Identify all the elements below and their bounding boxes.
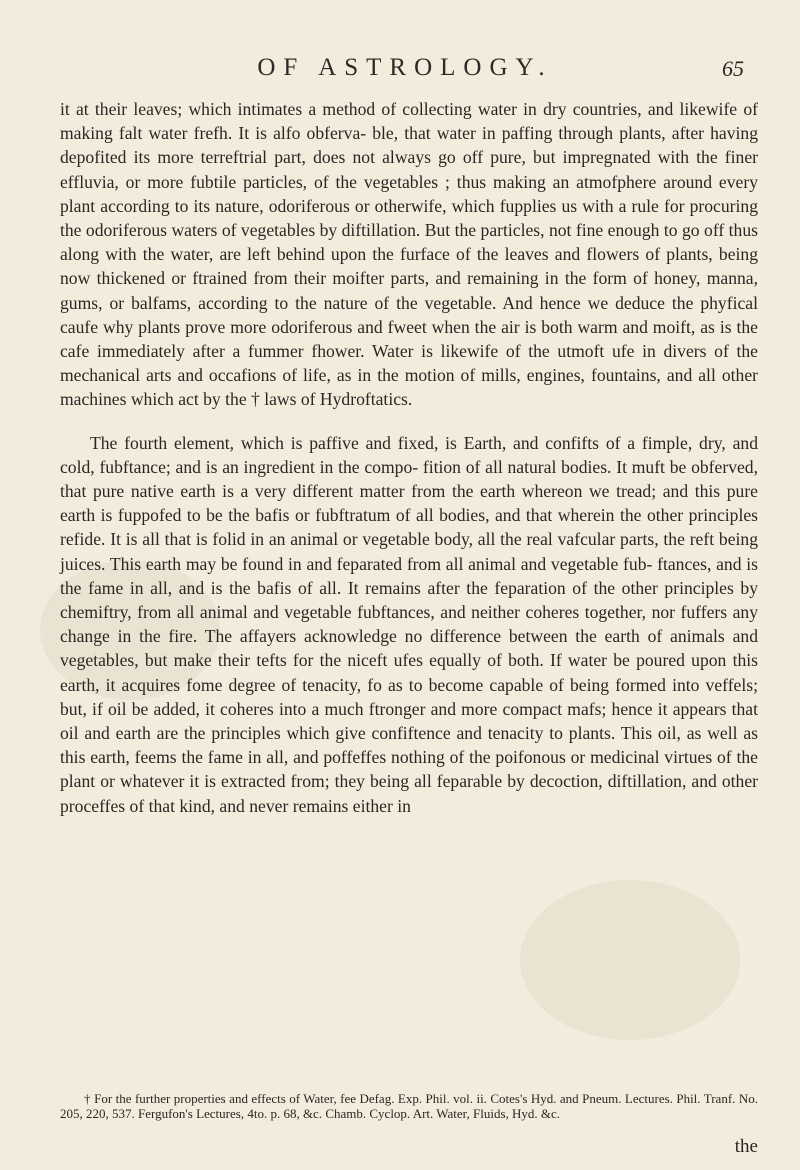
footnote: † For the further properties and effects of Water, fee Defag. Exp. Phil. vol. ii. Cotes's Hyd. and Pneum. Lectures. Phil. Tranf. No. 205, 220, 537. Fergufon's Lectures, 4to. p. 68, &c. Chamb. Cyclop. Art. Water, Fluids, Hyd. &c.: [60, 1091, 758, 1121]
body-text: [60, 97, 758, 818]
page-number: 65: [722, 56, 744, 81]
catchword: the: [734, 1136, 758, 1157]
paragraph-water: it at their leaves; which intimates a method of collecting water in dry countries, and likewife of making falt water frefh. It is alfo obferva- ble, that water in paffing through plants, after having depofited its more terreftrial part, does not always go off pure, but impregnated with the finer effluvia, or more fubtile particles, of the vegetables ; thus making an atmofphere around every plant according to its nature, odoriferous or otherwife, which fupplies us with a rule for procuring the odoriferous waters of vegetables by diftillation. But the particles, not fine enough to go off thus along with the water, are left behind upon the furface of the leaves and flowers of plants, being now thickened or ftrained from their moifter parts, and remaining in the form of honey, manna, gums, or balfams, according to the nature of the vegetable. And hence we deduce the phyfical caufe why plants prove more odoriferous and fweet when the air is both warm and moift, as is the cafe immediately after a fummer fhower. Water is likewife of the utmoft ufe in divers of the mechanical arts and occafions of life, as in the motion of mills, engines, fountains, and all other machines which act by the † laws of Hydroftatics.: [60, 99, 758, 410]
paper-stain: [520, 880, 740, 1040]
running-head: OF ASTROLOGY.: [257, 54, 553, 81]
paragraph-earth: The fourth element, which is paffive and fixed, is Earth, and confifts of a fimple, dry, and cold, fubftance; and is an ingredient in the compo- fition of all natural bodies. It muft be obferved, that pure native earth is a very different matter from the earth whereon we tread; and this pure earth is fuppofed to be the bafis or fubftratum of all bodies, and that wherein the other principles refide. It is all that is folid in an animal or vegetable body, all the real vafcular parts, the reft being juices. This earth may be found in and feparated from all animal and vegetable fub- ftances, and is the fame in all, and is the bafis of all. It remains after the feparation of the other principles by chemiftry, from all animal and vegetable fubftances, and neither coheres together, nor fuffers any change in the fire. The affayers acknowledge no difference between the earth of animals and vegetables, but make their tefts for the niceft ufes equally of both. If water be poured upon this earth, it acquires fome degree of tenacity, fo as to become capable of being formed into veffels; but, if oil be added, it coheres into a much ftronger and more compact mafs; hence it appears that oil and earth are the principles which give confiftence and tenacity to plants. This oil, as well as this earth, feems the fame in all, and poffeffes nothing of the poifonous or medicinal virtues of the plant or whatever it is extracted from; they being all feparable by decoction, diftillation, and other proceffes of that kind, and never remains either in: [60, 432, 758, 816]
page-header: [60, 50, 750, 90]
